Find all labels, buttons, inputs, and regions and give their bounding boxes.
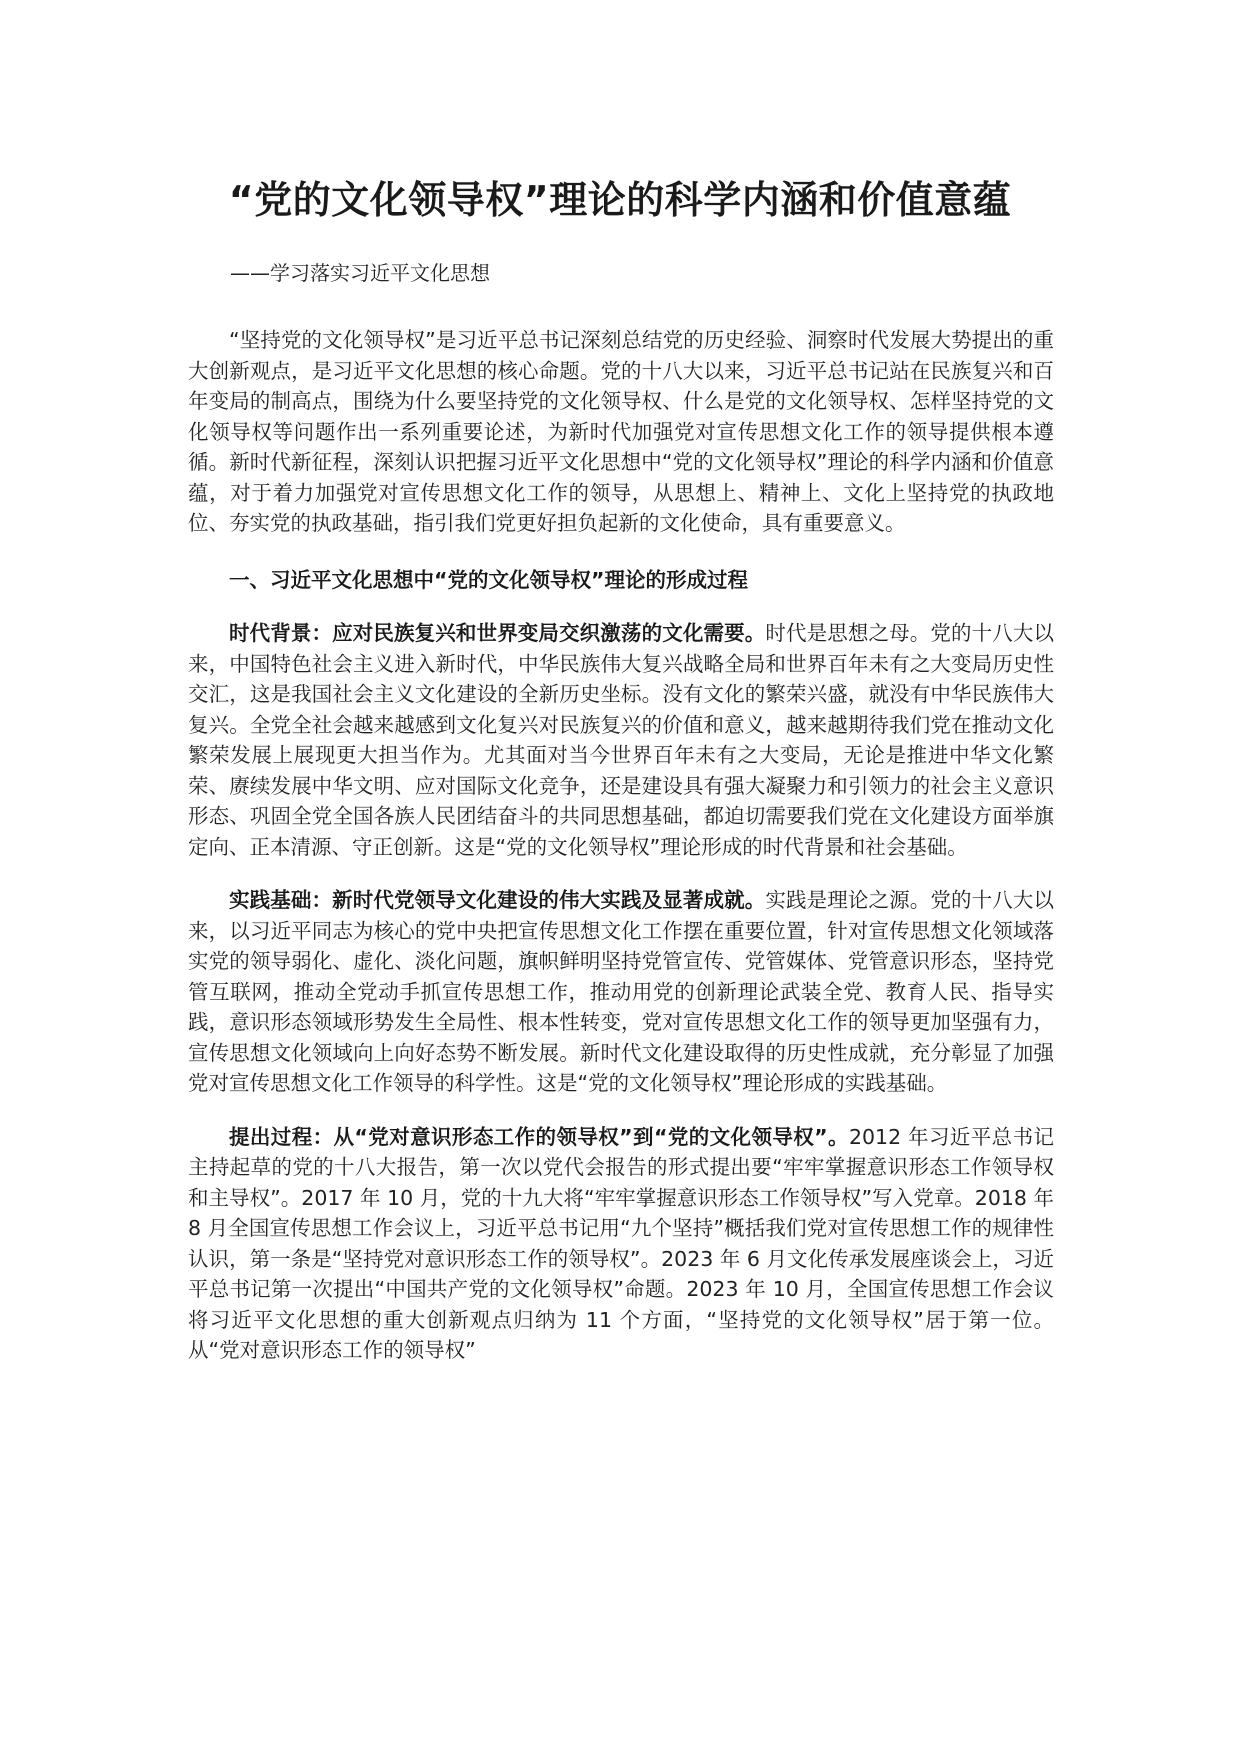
section-heading: 一、习近平文化思想中“党的文化领导权”理论的形成过程 [229, 567, 748, 592]
body-paragraph-practice [188, 885, 1054, 1099]
document-subtitle: ——学习落实习近平文化思想 [230, 261, 490, 285]
paragraph-text: 时代是思想之母。党的十八大以来，中国特色社会主义进入新时代，中华民族伟大复兴战略全局和世界百年未有之大变局历史性交汇，这是我国社会主义文化建设的全新历史坐标。没有文化的繁荣兴盛，就没有中华民族伟大复兴。全党全社会越来越感到文化复兴对民族复兴的价值和意义，越来越期待我们党在推动文化繁荣发展上展现更大担当作为。尤其面对当今世界百年未有之大变局，无论是推进中华文化繁荣、赓续发展中华文明、应对国际文化竞争，还是建设具有强大凝聚力和引领力的社会主义意识形态、巩固全党全国各族人民团结奋斗的共同思想基础，都迫切需要我们党在文化建设方面举旗定向、正本清源、守正创新。这是“党的文化领导权”理论形成的时代背景和社会基础。 [188, 621, 1055, 859]
paragraph-lead: 实践基础：新时代党领导文化建设的伟大实践及显著成就。 [229, 888, 766, 912]
paragraph-lead: 提出过程：从“党对意识形态工作的领导权”到“党的文化领导权”。 [229, 1124, 849, 1149]
paragraph-lead: 时代背景：应对民族复兴和世界变局交织激荡的文化需要。 [229, 621, 766, 645]
body-paragraph-process [188, 1122, 1054, 1366]
paragraph-text: 实践是理论之源。党的十八大以来，以习近平同志为核心的党中央把宣传思想文化工作摆在重要位置，针对宣传思想文化领域落实党的领导弱化、虚化、淡化问题，旗帜鲜明坚持党管宣传、党管媒体、党管意识形态，坚持党管互联网，推动全党动手抓宣传思想工作，推动用党的创新理论武装全党、教育人民、指导实践，意识形态领域形势发生全局性、根本性转变，党对宣传思想文化工作的领导更加坚强有力，宣传思想文化领域向上向好态势不断发展。新时代文化建设取得的历史性成就，充分彰显了加强党对宣传思想文化工作领导的科学性。这是“党的文化领导权”理论形成的实践基础。 [188, 888, 1055, 1095]
body-paragraph-background [188, 618, 1054, 862]
intro-paragraph: “坚持党的文化领导权”是习近平总书记深刻总结党的历史经验、洞察时代发展大势提出的重大创新观点，是习近平文化思想的核心命题。党的十八大以来，习近平总书记站在民族复兴和百年变局的制高点，围绕为什么要坚持党的文化领导权、什么是党的文化领导权、怎样坚持党的文化领导权等问题作出一系列重要论述，为新时代加强党对宣传思想文化工作的领导提供根本遵循。新时代新征程，深刻认识把握习近平文化思想中“党的文化领导权”理论的科学内涵和价值意蕴，对于着力加强党对宣传思想文化工作的领导，从思想上、精神上、文化上坚持党的执政地位、夯实党的执政基础，指引我们党更好担负起新的文化使命，具有重要意义。 [188, 328, 1054, 535]
document-body [188, 325, 1054, 1366]
paragraph-text: 2012 年习近平总书记主持起草的党的十八大报告，第一次以党代会报告的形式提出要“牢牢掌握意识形态工作领导权和主导权”。2017 年 10 月，党的十九大将“牢牢掌握意识形态工作领导权”写入党章。2018 年 8 月全国宣传思想工作会议上，习近平总书记用“九个坚持”概括我们党对宣传思想工作的规律性认识，第一条是“坚持党对意识形态工作的领导权”。2023 年 6 月文化传承发展座谈会上，习近平总书记第一次提出“中国共产党的文化领导权”命题。2023 年 10 月，全国宣传思想工作会议将习近平文化思想的重大创新观点归纳为 11 个方面，“坚持党的文化领导权”居于第一位。从“党对意识形态工作的领导权” [188, 1124, 1054, 1362]
document-title: “党的文化领导权”理论的科学内涵和价值意蕴 [228, 178, 1012, 222]
